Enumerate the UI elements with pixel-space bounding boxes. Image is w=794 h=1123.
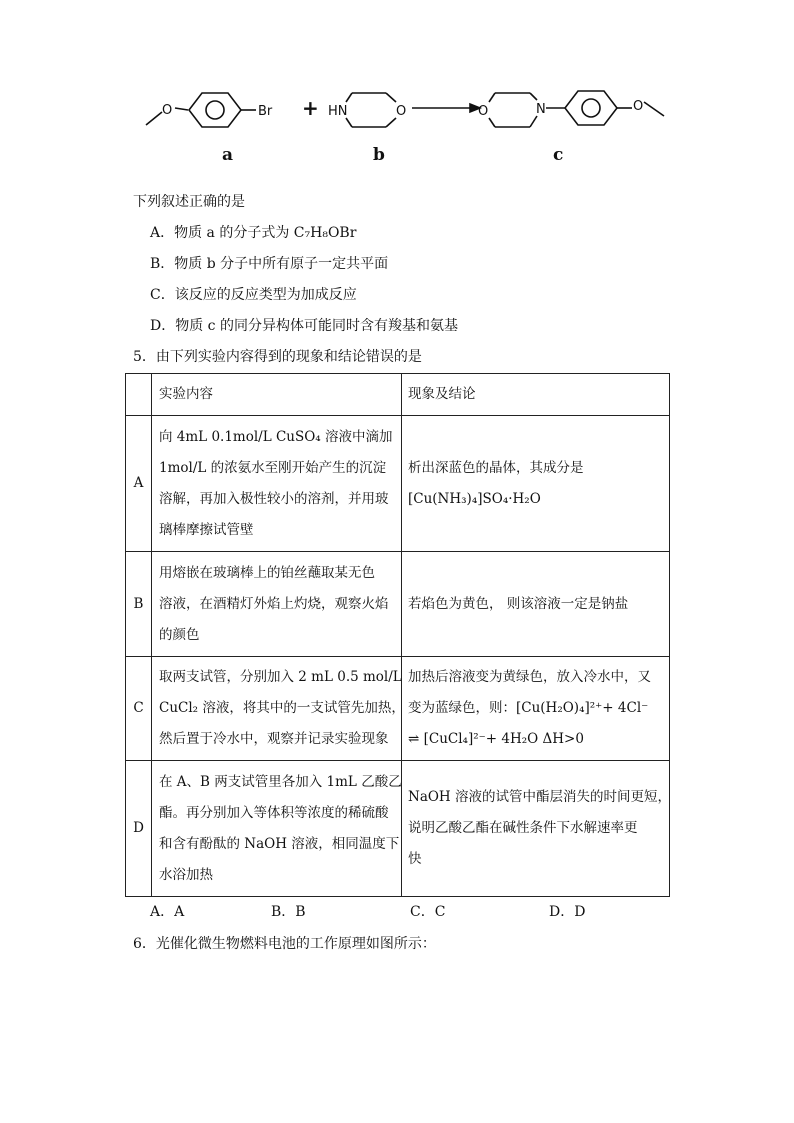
result-line: 快 xyxy=(408,851,422,867)
table-row xyxy=(126,761,670,897)
row-label: D xyxy=(126,761,152,897)
header-result: 现象及结论 xyxy=(402,374,670,416)
table-row xyxy=(126,657,670,761)
result-line: [Cu(NH₃)₄]SO₄·H₂O xyxy=(408,490,541,507)
reaction-arrow xyxy=(412,104,480,112)
row-content xyxy=(152,657,405,761)
table-row xyxy=(126,552,670,657)
q4-option-d: D．物质 c 的同分异构体可能同时含有羧基和氨基 xyxy=(150,318,458,334)
content-line: 的颜色 xyxy=(159,626,200,643)
q4-option-b: B．物质 b 分子中所有原子一定共平面 xyxy=(150,256,389,272)
row-result xyxy=(402,761,670,897)
content-line: 1mol/L 的浓氨水至刚开始产生的沉淀 xyxy=(159,459,387,476)
atom-o-c2: O xyxy=(633,99,644,114)
row-result xyxy=(402,657,670,761)
content-line: 向 4mL 0.1mol/L CuSO₄ 溶液中滴加 xyxy=(159,428,393,445)
result-line: 若焰色为黄色， 则该溶液一定是钠盐 xyxy=(408,595,629,612)
q4-option-a: A．物质 a 的分子式为 C₇H₈OBr xyxy=(150,225,357,241)
content-line: 溶解，再加入极性较小的溶剂，并用玻 xyxy=(159,490,389,507)
q6-stem: 6．光催化微生物燃料电池的工作原理如图所示： xyxy=(133,936,436,952)
q5-answer-c: C．C xyxy=(410,904,446,920)
content-line: 用熔嵌在玻璃棒上的铂丝蘸取某无色 xyxy=(159,564,375,581)
q5-answer-b: B．B xyxy=(271,904,306,920)
label-a: a xyxy=(222,145,234,165)
q4-stem: 下列叙述正确的是 xyxy=(133,194,245,210)
header-content: 实验内容 xyxy=(152,374,402,416)
result-line: 加热后溶液变为黄绿色，放入冷水中，又 xyxy=(408,669,651,685)
experiment-table xyxy=(125,373,670,897)
q5-answer-d: D．D xyxy=(549,904,586,920)
content-line: 取两支试管，分别加入 2 mL 0.5 mol/L xyxy=(159,669,402,685)
content-line: 璃棒摩擦试管壁 xyxy=(159,521,254,538)
content-line: 和含有酚酞的 NaOH 溶液，相同温度下 xyxy=(159,835,400,852)
result-line: ⇌ [CuCl₄]²⁻+ 4H₂O ΔH>0 xyxy=(408,731,584,747)
table-header-row xyxy=(126,374,670,416)
content-line: CuCl₂ 溶液，将其中的一支试管先加热， xyxy=(159,700,405,716)
row-content xyxy=(152,761,402,897)
label-b: b xyxy=(373,145,385,165)
content-line: 溶液，在酒精灯外焰上灼烧，观察火焰 xyxy=(159,595,389,612)
molecule-b-structure xyxy=(346,93,396,127)
content-line: 水浴加热 xyxy=(159,866,213,883)
atom-n-c: N xyxy=(536,102,546,117)
row-result xyxy=(402,416,670,552)
content-line: 然后置于冷水中，观察并记录实验现象 xyxy=(159,731,389,747)
result-line: NaOH 溶液的试管中酯层消失的时间更短， xyxy=(408,789,671,805)
atom-o-c: O xyxy=(478,104,489,119)
atom-o-a: O xyxy=(162,103,173,118)
result-line: 说明乙酸乙酯在碱性条件下水解速率更 xyxy=(408,820,638,836)
q4-option-c: C．该反应的反应类型为加成反应 xyxy=(150,287,357,303)
row-label: A xyxy=(126,416,152,552)
result-line: 变为蓝绿色，则：[Cu(H₂O)₄]²⁺+ 4Cl⁻ xyxy=(408,700,649,716)
row-label: C xyxy=(126,657,152,761)
table-row xyxy=(126,416,670,552)
result-line: 析出深蓝色的晶体，其成分是 xyxy=(408,459,584,476)
row-label: B xyxy=(126,552,152,657)
row-content xyxy=(152,552,402,657)
atom-o-b: O xyxy=(396,104,407,119)
row-content xyxy=(152,416,402,552)
label-c: c xyxy=(553,145,564,165)
header-blank xyxy=(126,374,152,416)
q5-stem: 5．由下列实验内容得到的现象和结论错误的是 xyxy=(133,349,422,365)
atom-br: Br xyxy=(258,104,273,119)
plus-sign: + xyxy=(302,96,319,120)
atom-hn: HN xyxy=(328,104,348,119)
reaction-scheme xyxy=(140,80,680,170)
q5-answer-a: A．A xyxy=(150,904,185,920)
row-result xyxy=(402,552,670,657)
content-line: 在 A、B 两支试管里各加入 1mL 乙酸乙 xyxy=(159,773,402,790)
content-line: 酯。再分别加入等体积等浓度的稀硫酸 xyxy=(159,804,389,821)
